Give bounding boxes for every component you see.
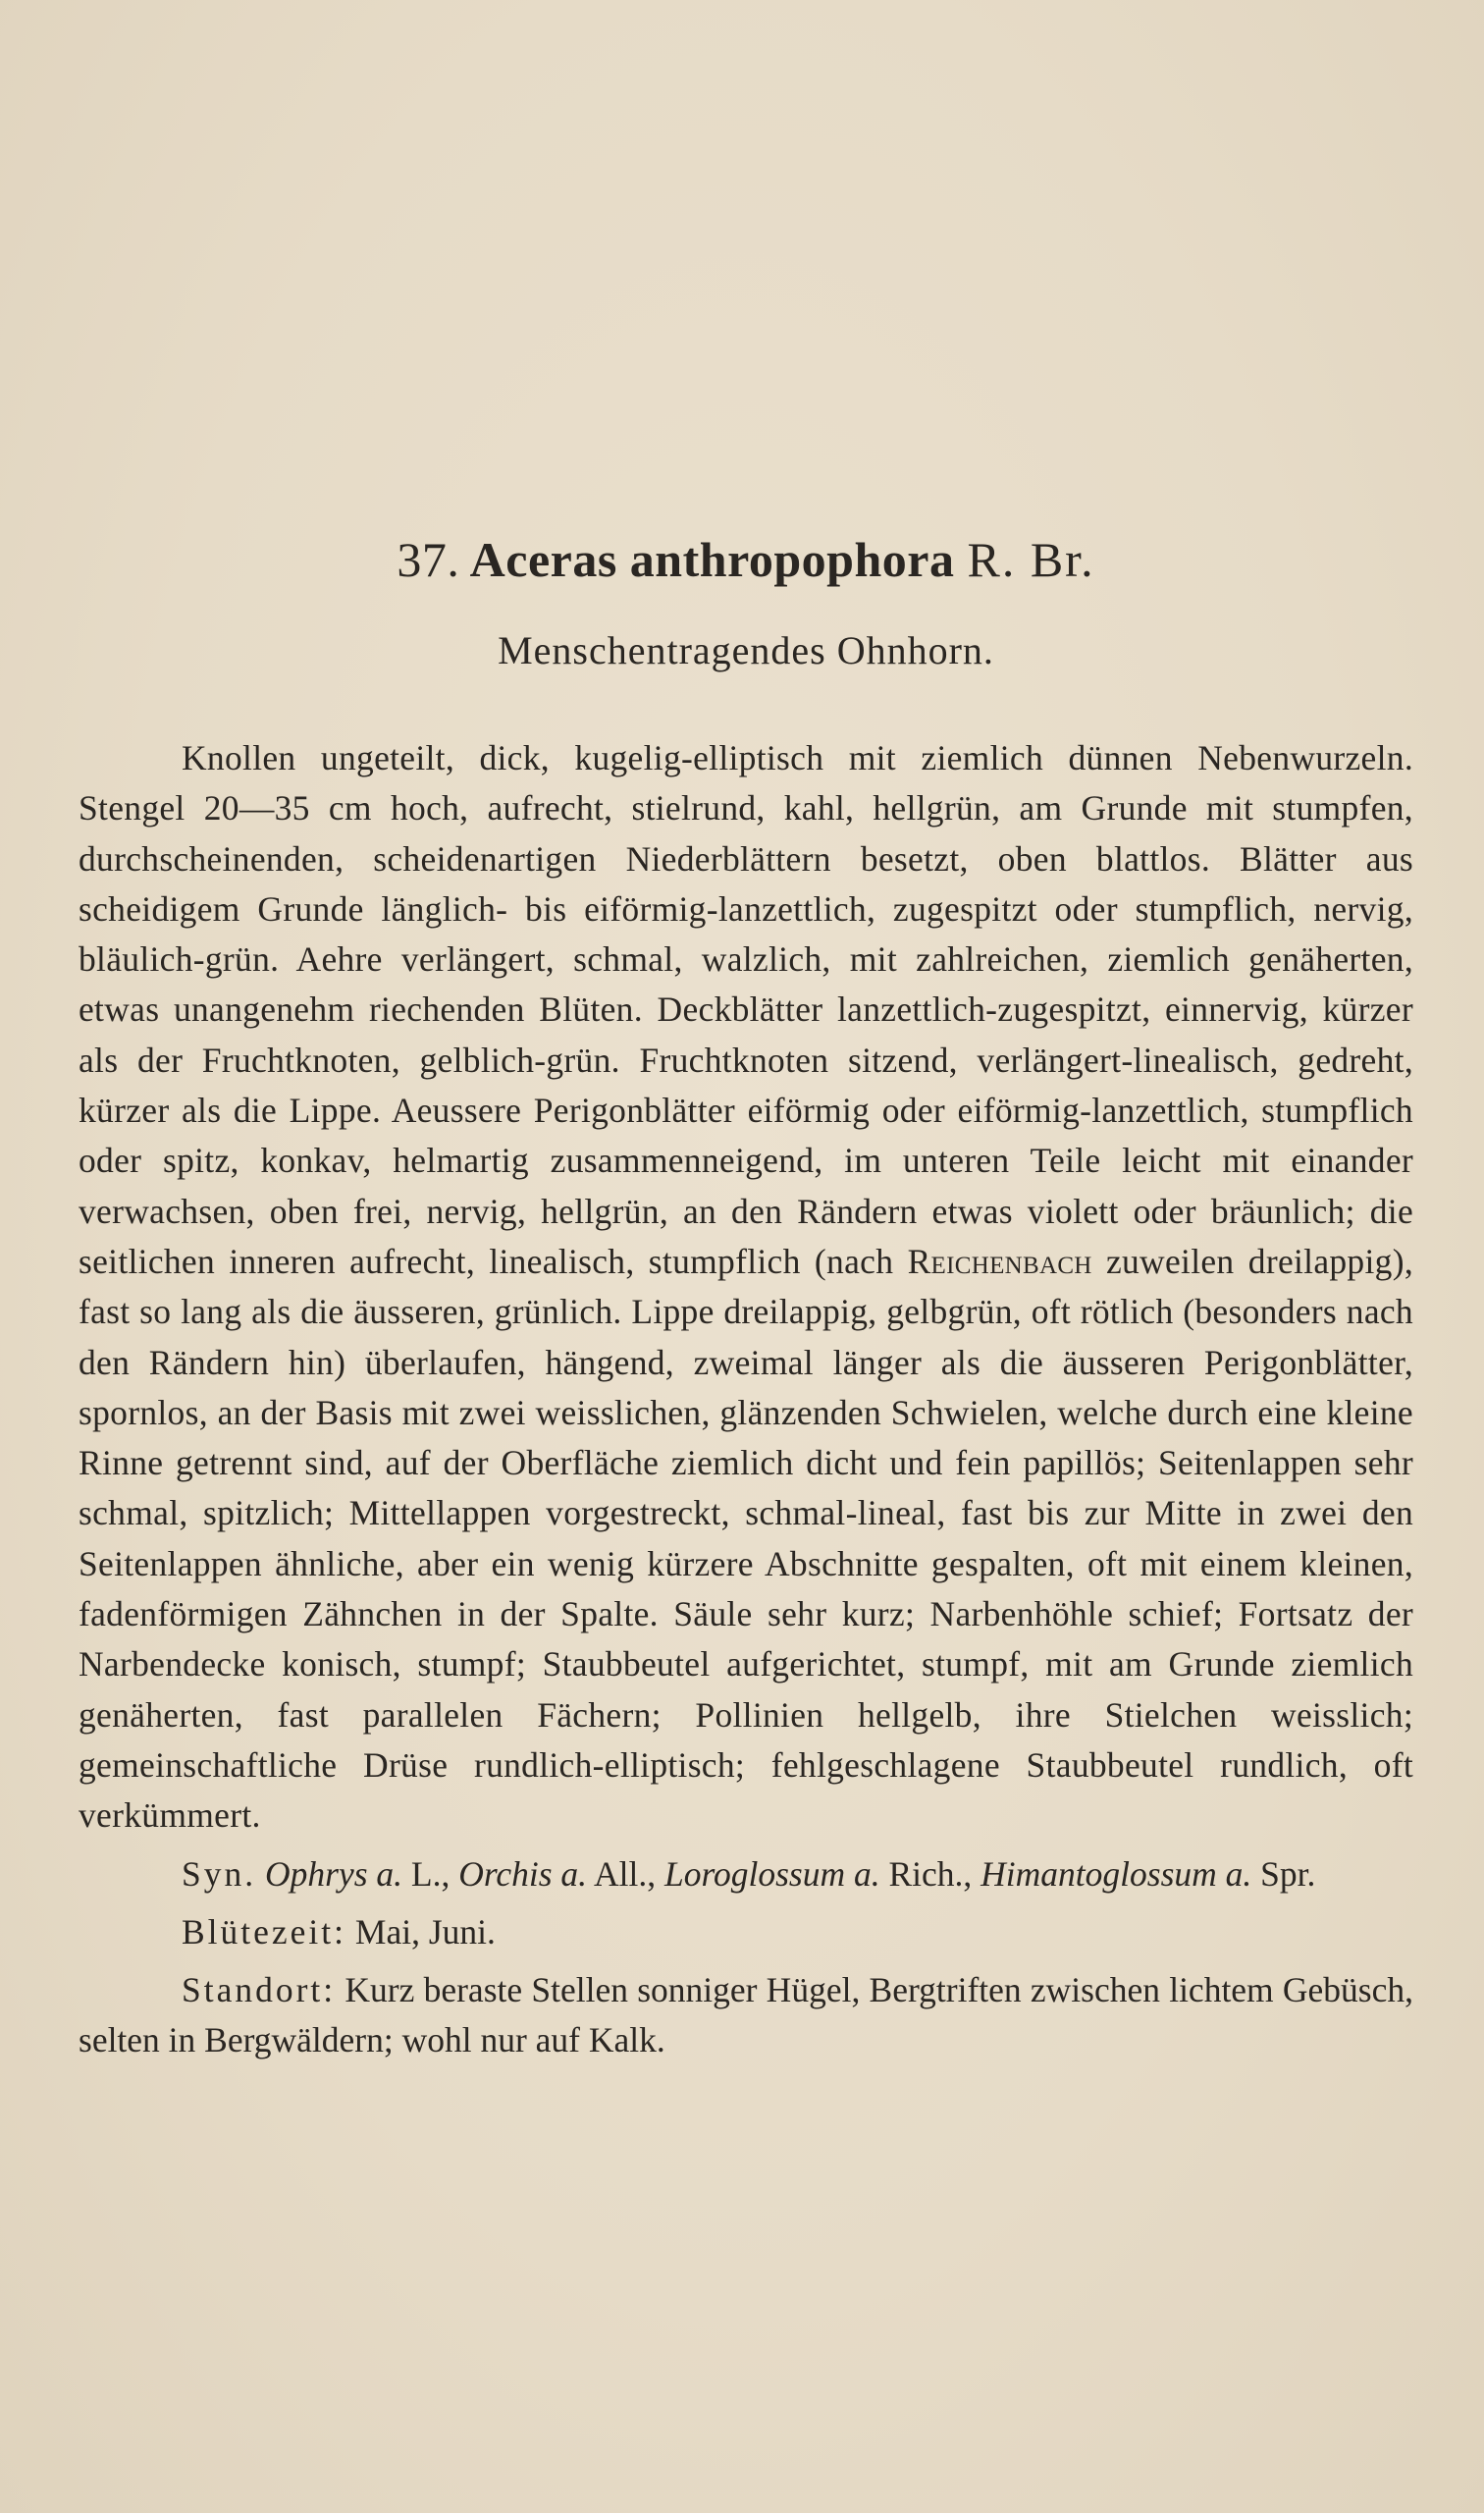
bluetezeit-paragraph: [79, 1907, 1413, 1957]
standort-label: Standort:: [182, 1970, 337, 2010]
synonyms-label: Syn.: [182, 1853, 257, 1894]
description-part-2: zuweilen dreilappig), fast so lang als die äusseren, grünlich. Lippe dreilappig, gelbgrün, oft rötlich (besonders nach den Rändern hin) überlaufen, hängend, zweimal länger als die äusseren Perigonblätter, spornlos, an der Basis mit zwei weisslichen, glänzenden Schwielen, welche durch eine kleine Rinne getrennt sind, auf der Oberfläche ziemlich dicht und fein papillös; Seitenlappen sehr schmal, spitzlich; Mittellappen vorgestreckt, schmal-lineal, fast bis zur Mitte in zwei den Seitenlappen ähnliche, aber ein wenig kürzere Abschnitte gespalten, oft mit einem kleinen, fadenförmigen Zähnchen in der Spalte. Säule sehr kurz; Narbenhöhle schief; Fortsatz der Narbendecke konisch, stumpf; Staubbeutel aufgerichtet, stumpf, mit am Grunde ziemlich genäherten, fast parallelen Fächern; Pollinien hellgelb, ihre Stielchen weisslich; gemeinschaftliche Drüse rundlich-elliptisch; fehlgeschlagene Staubbeutel rundlich, oft verkümmert.: [79, 1241, 1413, 1836]
synonyms-paragraph: [79, 1849, 1413, 1899]
synonym-3-author: Rich.,: [888, 1853, 973, 1894]
species-name: Aceras anthropophora: [469, 532, 955, 587]
species-number: 37.: [397, 532, 460, 587]
synonym-1-author: L.,: [410, 1853, 450, 1894]
description-part-1: Knollen ungeteilt, dick, kugelig-elliptisch mit ziemlich dünnen Nebenwurzeln. Stengel 20—35 cm hoch, aufrecht, stielrund, kahl, hellgrün, am Grunde mit stumpfen, durchscheinenden, scheidenartigen Niederblättern besetzt, oben blattlos. Blätter aus scheidigem Grunde länglich- bis eiförmig-lanzettlich, zugespitzt oder stumpflich, nervig, bläulich-grün. Aehre verlängert, schmal, walzlich, mit zahlreichen, ziemlich genäherten, etwas unangenehm riechenden Blüten. Deckblätter lanzettlich-zugespitzt, einnervig, kürzer als der Fruchtknoten, gelblich-grün. Fruchtknoten sitzend, verlängert-linealisch, gedreht, kürzer als die Lippe. Aeussere Perigonblätter eiförmig oder eiförmig-lanzettlich, stumpflich oder spitz, konkav, helmartig zusammenneigend, im unteren Teile leicht mit einander verwachsen, oben frei, nervig, hellgrün, an den Rändern etwas violett oder bräunlich; die seitlichen inneren aufrecht, linealisch, stumpflich (nach: [79, 738, 1413, 1281]
synonym-2: Orchis a.: [458, 1853, 588, 1894]
bluetezeit-label: Blütezeit:: [182, 1911, 347, 1952]
synonym-4-author: Spr.: [1260, 1853, 1316, 1894]
standort-paragraph: [79, 1965, 1413, 2066]
page-content: [79, 525, 1413, 2066]
synonym-4: Himantoglossum a.: [980, 1853, 1252, 1894]
author-reference: Reichenbach: [907, 1241, 1092, 1281]
synonym-2-author: All.,: [593, 1853, 657, 1894]
bluetezeit-value: Mai, Juni.: [354, 1911, 496, 1952]
common-name: Menschentragendes Ohnhorn.: [498, 628, 994, 672]
description-paragraph: [79, 733, 1413, 1842]
standort-value: Kurz beraste Stellen sonniger Hügel, Bergtriften zwischen lichtem Gebüsch, selten in Bergwäldern; wohl nur auf Kalk.: [79, 1970, 1413, 2060]
synonym-1: Ophrys a.: [265, 1853, 403, 1894]
species-author: R. Br.: [967, 532, 1095, 587]
species-heading: [79, 525, 1413, 594]
synonym-3: Loroglossum a.: [663, 1853, 880, 1894]
